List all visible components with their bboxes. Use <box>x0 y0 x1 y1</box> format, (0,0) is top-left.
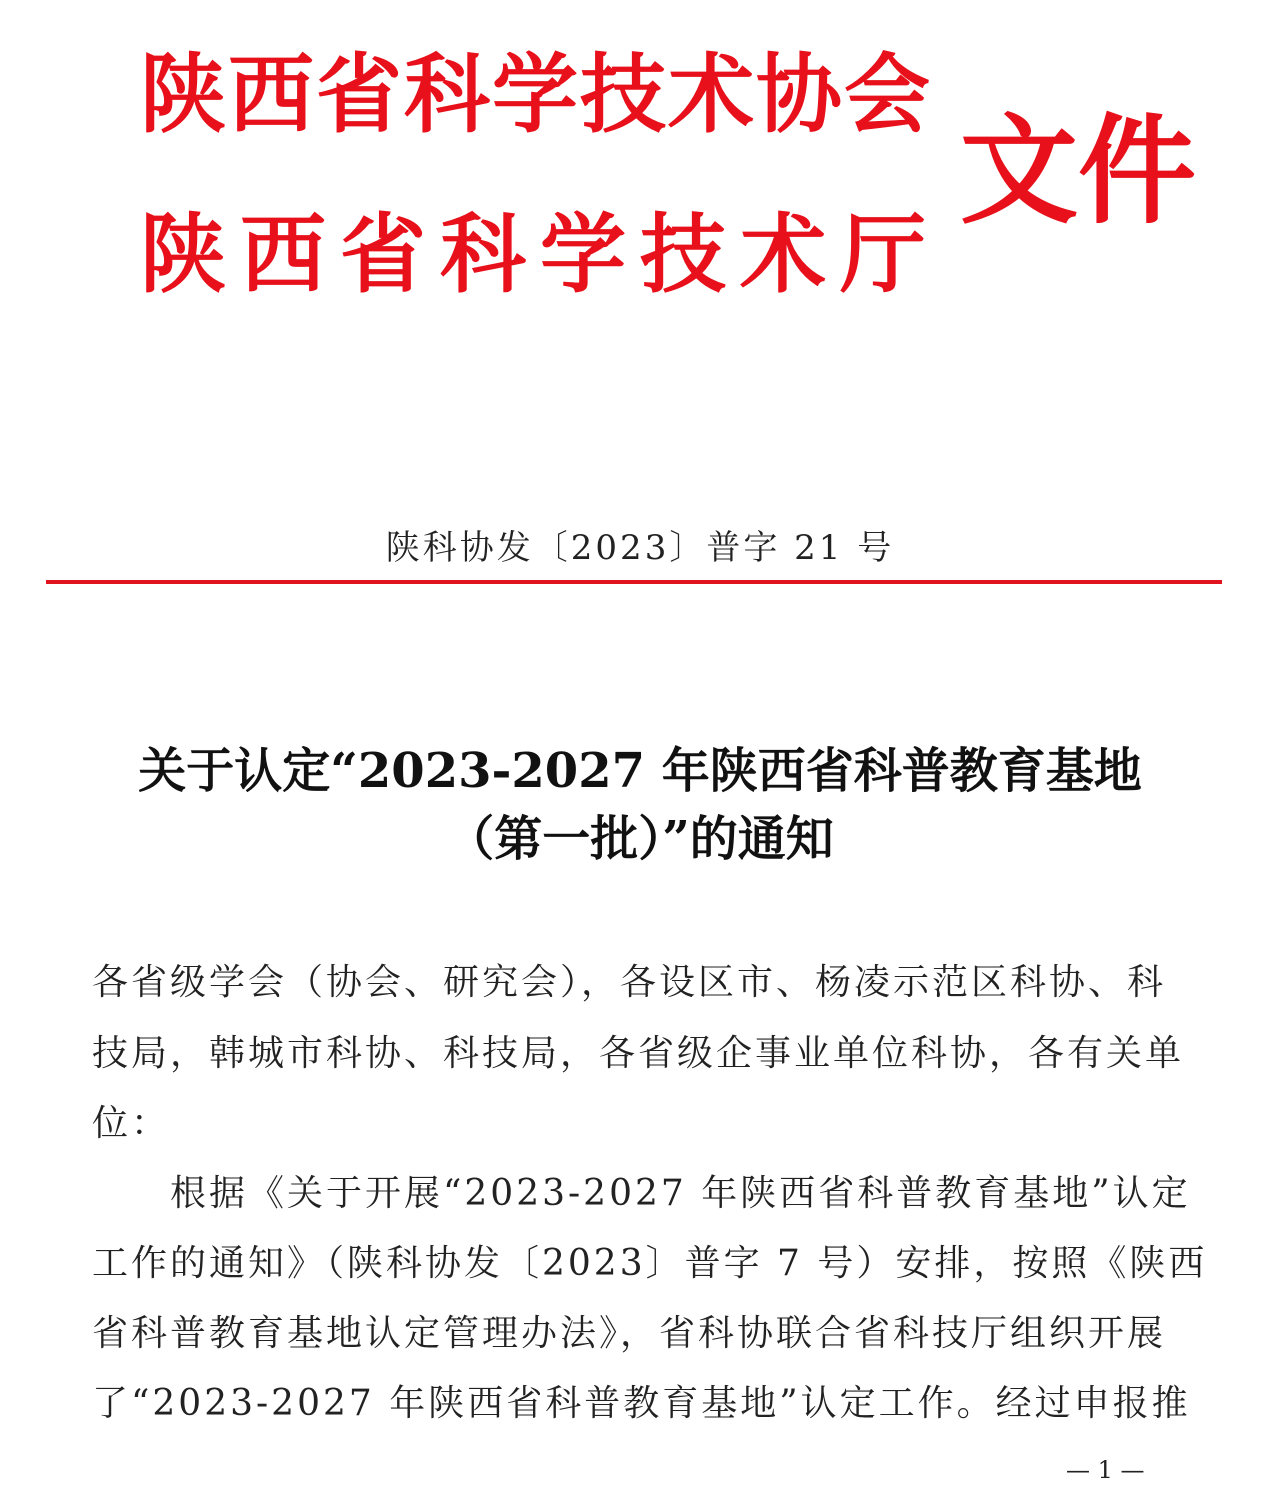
title-line-2: （第一批）”的通知 <box>446 811 834 867</box>
document-number: 陕科协发〔2023〕普字 21 号 <box>385 528 895 568</box>
issuer-line-1: 陕西省科学技术协会 <box>140 44 932 145</box>
body-line-7: 了“2023-2027 年陕西省科普教育基地”认定工作。经过申报推 <box>92 1383 1191 1424</box>
body-line-6: 省科普教育基地认定管理办法》，省科协联合省科技厅组织开展 <box>92 1313 1167 1354</box>
body-line-1: 各省级学会（协会、研究会），各设区市、杨凌示范区科协、科 <box>92 962 1167 1003</box>
document-type-label: 文件 <box>960 101 1197 240</box>
body-line-3: 位： <box>92 1103 171 1144</box>
body-line-4: 根据《关于开展“2023-2027 年陕西省科普教育基地”认定 <box>92 1173 1191 1214</box>
page-number: — 1 — <box>1066 1456 1145 1484</box>
body-line-2: 技局，韩城市科协、科技局，各省级企事业单位科协，各有关单 <box>92 1033 1185 1074</box>
document-header <box>0 0 1280 360</box>
issuer-line-2: 陕西省科学技术厅 <box>140 204 940 305</box>
body-line-5: 工作的通知》（陕科协发〔2023〕普字 7 号）安排，按照《陕西 <box>92 1243 1208 1284</box>
title-line-1: 关于认定“2023-2027 年陕西省科普教育基地 <box>138 743 1142 799</box>
red-divider <box>46 580 1222 584</box>
